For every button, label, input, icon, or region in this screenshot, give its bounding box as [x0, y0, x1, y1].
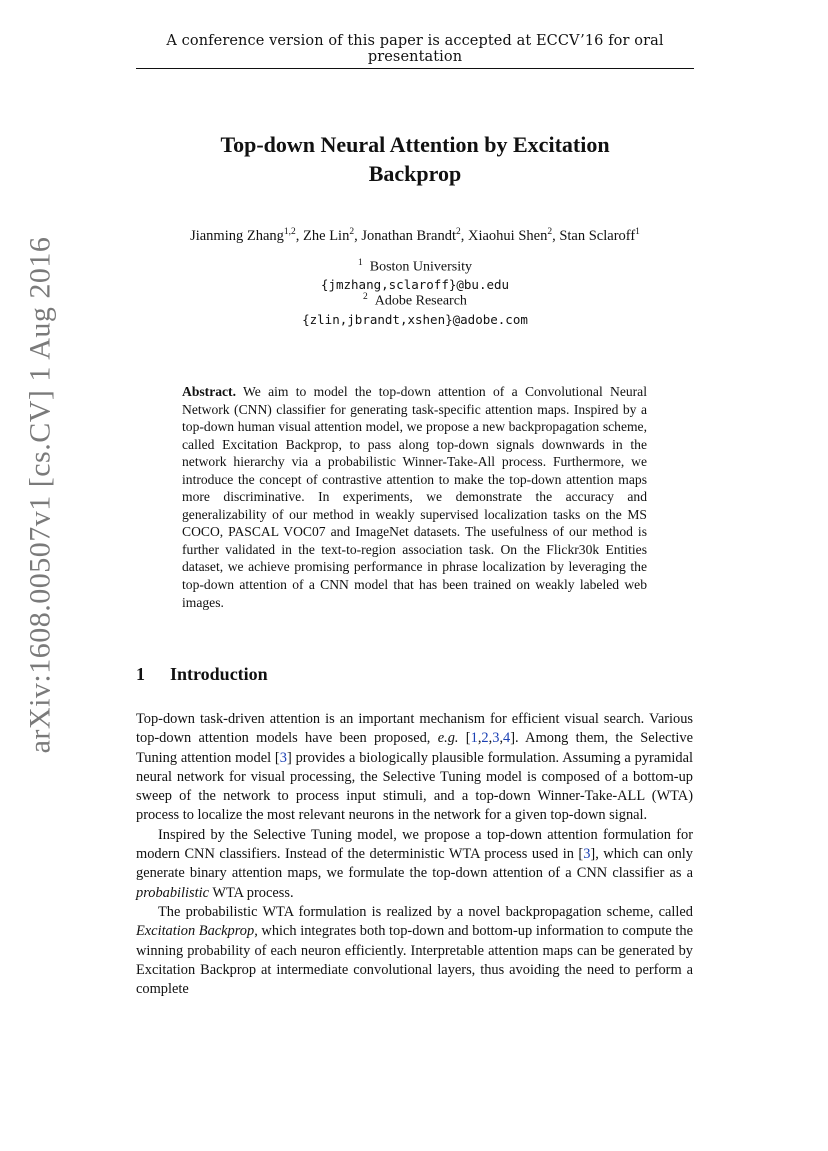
title-line-2: Backprop [368, 161, 462, 186]
text-run: ] provides a biologically plausible formulation. Assuming a pyramidal neural network for visual processing, the Selective Tuning model is composed of a bottom-up sweep of the network to process input stimuli, and a top-down Winner-Take-ALL (WTA) process to localize the most relevant neurons in the network for a given top-down signal. [136, 749, 693, 824]
citation-link[interactable]: 4 [503, 730, 511, 747]
citation-link[interactable]: 3 [583, 846, 591, 863]
abstract [182, 383, 647, 611]
abstract-text: We aim to model the top-down attention of a Convolutional Neural Network (CNN) classifier for generating task-specific attention maps. Inspired by a top-down human visual attention model, we propose a new backpropagation scheme, called Excitation Backprop, to pass along top-down signals downwards in the network hierarchy via a probabilistic Winner-Take-All process. Furthermore, we introduce the concept of contrastive attention to make the top-down attention maps more discriminative. In experiments, we demonstrate the accuracy and generalizability of our method in weakly supervised localization tasks on the MS COCO, PASCAL VOC07 and ImageNet datasets. The usefulness of our method is further validated in the text-to-region association task. On the Flickr30k Entities dataset, we achieve promising performance in phrase localization by leveraging the top-down attention of a CNN model that has been trained on weakly labeled web images. [182, 384, 647, 610]
author-affiliation-mark: 1,2 [283, 227, 296, 237]
author-list [136, 227, 694, 245]
author-name: Zhe Lin [303, 227, 350, 244]
citation-link[interactable]: 1 [470, 730, 478, 747]
emphasis: Excitation Backprop [136, 923, 255, 940]
affiliation-1-name: Boston University [369, 259, 473, 275]
citation-link[interactable]: 3 [279, 749, 287, 766]
author-affiliation-mark: 1 [635, 227, 640, 237]
text-run: ], which can only generate binary attention maps, we formulate the top-down attention of a CNN classifier as a [136, 846, 694, 882]
text-run: . Among them, the Selective Tuning attention model [ [136, 730, 694, 766]
paper-title [136, 130, 694, 188]
section-title: Introduction [170, 664, 268, 684]
text-run: Top-down task-driven attention is an important mechanism for efficient visual search. Various top-down attention models have been proposed, [136, 711, 693, 747]
affiliation-2-mark: 2 [363, 292, 368, 302]
paragraph-2 [136, 826, 693, 903]
title-line-1: Top-down Neural Attention by Excitation [220, 132, 610, 157]
affiliation-2-name: Adobe Research [374, 293, 467, 309]
text-run: , which integrates both top-down and bottom-up information to compute the winning probability of each neuron efficiently. Interpretable attention maps can be generated by Excitation Backprop at intermediate convolutional layers, thus avoiding the need to perform a complete [136, 923, 694, 998]
emphasis: e.g. [437, 730, 459, 747]
introduction-body [136, 710, 693, 999]
author-separator: , [295, 227, 304, 244]
section-heading-introduction [136, 664, 268, 685]
author-affiliation-mark: 2 [455, 227, 461, 237]
abstract-label: Abstract. [182, 384, 236, 399]
paragraph-3 [136, 903, 693, 999]
author-affiliation-mark: 2 [547, 227, 553, 237]
citation-link[interactable]: 2 [481, 730, 489, 747]
author-name: Jonathan Brandt [361, 227, 456, 244]
text-run: ] [510, 730, 516, 747]
affiliation-2 [136, 292, 694, 310]
text-run: [ [458, 730, 471, 747]
affiliation-2-email: {zlin,jbrandt,xshen}@adobe.com [302, 312, 528, 327]
paragraph-1: Top-down task-driven attention is an important mechanism for efficient visual search. Various top-down attention models have been proposed, e.g. [1,2,3,4]. Among them, the Selective Tuning attention model [3] provides a biologically plausible formulation. Assuming a pyramidal neural network for visual processing, the Selective Tuning model is composed of a bottom-up sweep of the network to process input stimuli, and a top-down Winner-Take-ALL (WTA) process to localize the most relevant neurons in the network for a given top-down signal. [136, 711, 694, 824]
citation-link[interactable]: 3 [492, 730, 500, 747]
section-number: 1 [136, 664, 145, 684]
arxiv-stamp-text: arXiv:1608.00507v1 [cs.CV] 1 Aug 2016 [23, 236, 57, 754]
author-separator: , [354, 227, 362, 244]
author-name: Xiaohui Shen [467, 227, 548, 244]
arxiv-identifier-stamp [20, 215, 60, 775]
text-run: The probabilistic WTA formulation is realized by a novel backpropagation scheme, called [158, 903, 693, 920]
author-separator: , [460, 227, 468, 244]
affiliation-1-mark: 1 [357, 258, 363, 268]
author-affiliation-mark: 2 [349, 227, 355, 237]
author-separator: , [552, 227, 560, 244]
affiliation-1-email: {jmzhang,sclaroff}@bu.edu [320, 277, 510, 292]
text-run: Inspired by the Selective Tuning model, we propose a top-down attention formulation for modern CNN classifiers. Instead of the deterministic WTA process used in [ [136, 826, 693, 863]
emphasis: probabilistic [136, 884, 210, 901]
author-name: Stan Sclaroff [559, 227, 636, 244]
running-head: A conference version of this paper is accepted at ECCV’16 for oral presentation [136, 33, 694, 69]
affiliation-1 [136, 258, 694, 276]
author-name: Jianming Zhang [190, 227, 284, 244]
text-run: WTA process. [209, 884, 294, 901]
